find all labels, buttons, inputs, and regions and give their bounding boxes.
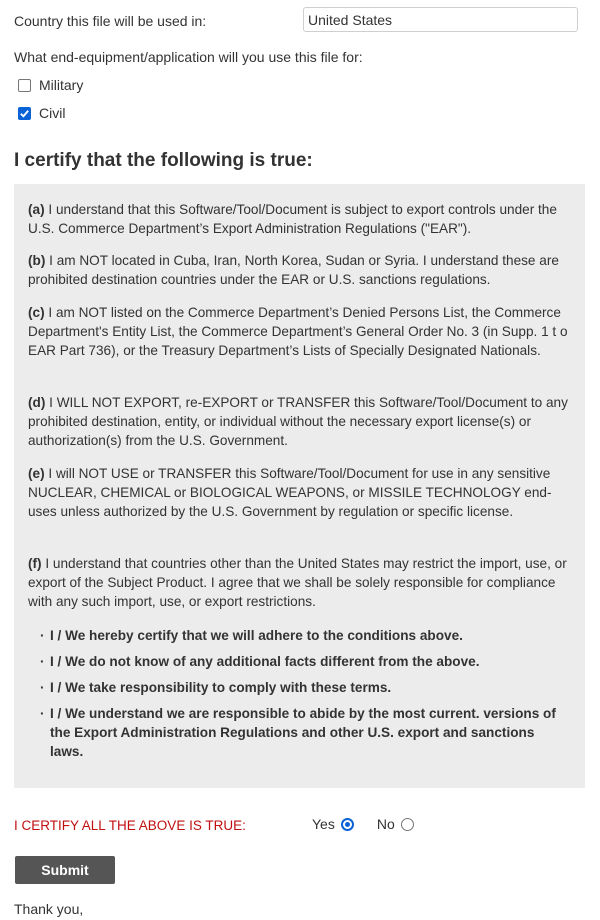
no-label: No (376, 816, 395, 832)
yes-radio[interactable] (341, 818, 354, 831)
civil-checkbox[interactable] (18, 107, 31, 120)
term-c: (c) I am NOT listed on the Commerce Department’s Denied Persons List, the Commerce Department's Entity List, the Commerce Department’s General Order No. 3 (in Supp. 1 t o EAR Part 736), or the Treasury Department’s Lists of Specially Designated Nationals. (28, 305, 568, 358)
military-checkbox-row[interactable] (18, 76, 83, 94)
civil-checkbox-row[interactable] (18, 104, 65, 122)
military-label: Military (39, 77, 84, 93)
terms-panel (14, 184, 585, 788)
yes-label: Yes (312, 816, 335, 832)
checkmark-icon (19, 108, 30, 119)
no-radio[interactable] (401, 818, 414, 831)
certify-radio-group (312, 816, 414, 832)
military-checkbox[interactable] (18, 79, 31, 92)
bullet-item: · I / We do not know of any additional facts different from the above. (40, 654, 480, 669)
thank-you-text: Thank you, (14, 901, 84, 917)
certify-all-label: I CERTIFY ALL THE ABOVE IS TRUE: (14, 818, 246, 833)
term-a: (a) I understand that this Software/Tool/Document is subject to export controls under the U.S. Commerce Department’s Export Administration Regulations ("EAR"). (28, 202, 557, 236)
country-row (14, 7, 580, 33)
term-b: (b) I am NOT located in Cuba, Iran, North Korea, Sudan or Syria. I understand these are prohibited destination countries under the EAR or U.S. sanctions regulations. (28, 253, 559, 287)
application-question: What end-equipment/application will you use this file for: (14, 49, 363, 65)
term-e: (e) I will NOT USE or TRANSFER this Software/Tool/Document for use in any sensitive NUCLEAR, CHEMICAL or BIOLOGICAL WEAPONS, or MISSILE TECHNOLOGY end-uses unless authorized by the U.S. Government by regulation or specific license. (28, 466, 552, 519)
civil-label: Civil (39, 105, 66, 121)
term-f: (f) I understand that countries other than the United States may restrict the import, use, or export of the Subject Product. I agree that we shall be solely responsible for compliance with any such import, use, or export restrictions. (28, 556, 567, 609)
country-input[interactable] (303, 7, 578, 32)
term-d: (d) I WILL NOT EXPORT, re-EXPORT or TRANSFER this Software/Tool/Document to any prohibited destination, entity, or individual without the necessary export license(s) or authorization(s) from the U.S. Government. (28, 395, 568, 448)
bullet-item: · I / We take responsibility to comply with these terms. (40, 680, 392, 695)
bullet-item: · I / We hereby certify that we will adhere to the conditions above. (40, 628, 463, 643)
country-label: Country this file will be used in: (14, 13, 207, 29)
certify-heading: I certify that the following is true: (14, 150, 313, 171)
bullet-item: · I / We understand we are responsible to abide by the most current. versions of the Export Administration Regulations and other U.S. export and sanctions laws. (40, 706, 556, 759)
submit-button[interactable]: Submit (15, 856, 115, 884)
